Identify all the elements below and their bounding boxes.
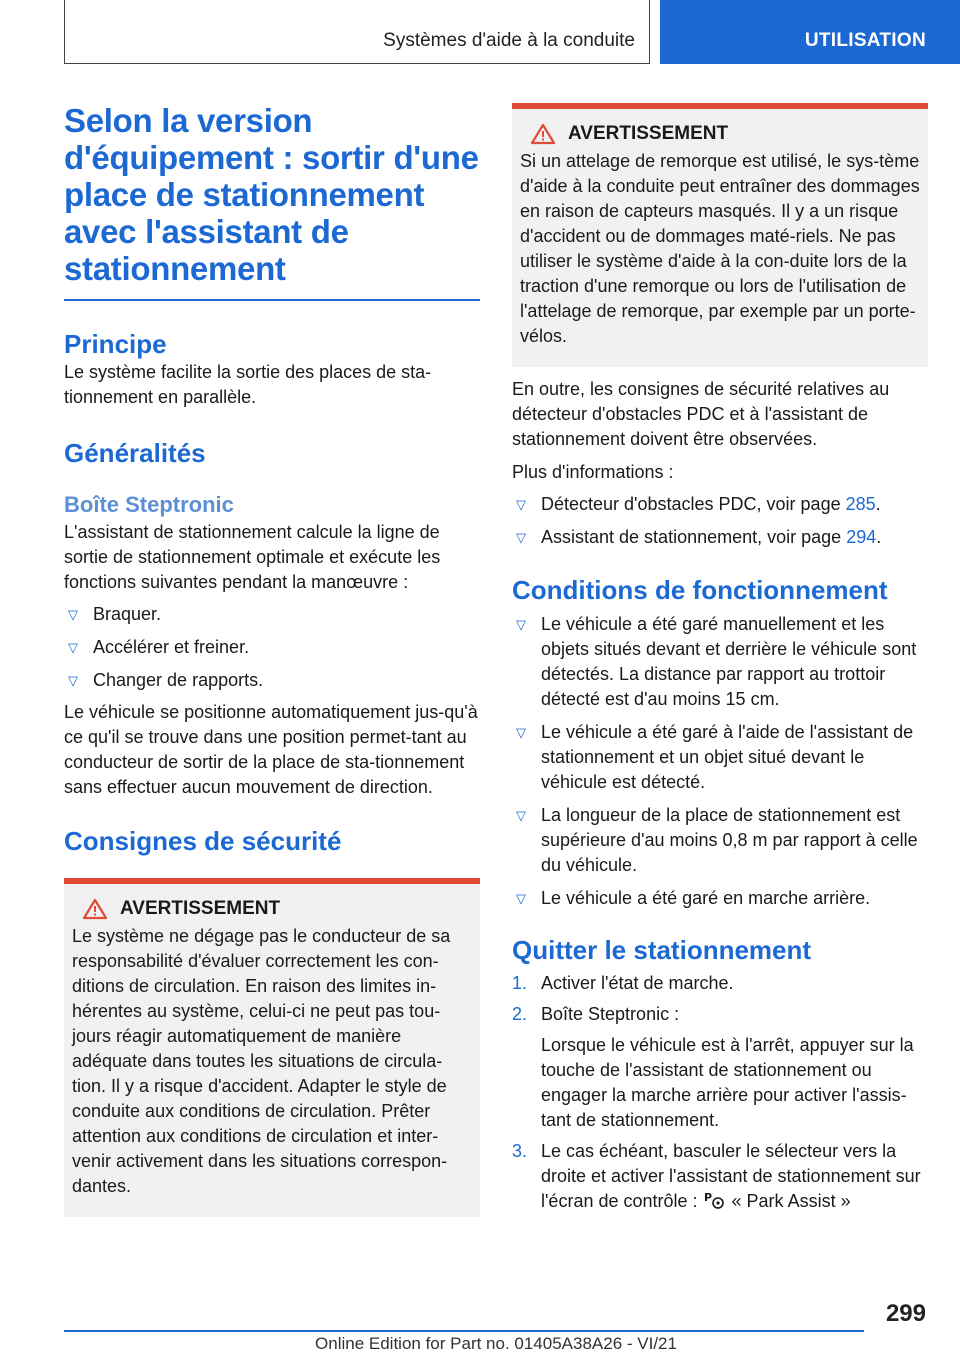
triangle-bullet-icon: ▽ xyxy=(516,808,526,823)
warning-box xyxy=(512,103,928,367)
triangle-bullet-icon: ▽ xyxy=(68,673,78,688)
footer-divider xyxy=(64,1330,864,1332)
steptronic-list xyxy=(64,602,480,693)
list-item: 2. Boîte Steptronic : Lorsque le véhicule est à l'arrêt, appuyer sur la touche de l'assistant de stationnement ou engager la marche arrière pour activer l'assis-tant de stationnement. xyxy=(512,1002,928,1133)
heading-generalites: Généralités xyxy=(64,438,206,468)
heading-quitter: Quitter le stationnement xyxy=(512,935,812,965)
principe-text: Le système facilite la sortie des places de sta-tionnement en parallèle. xyxy=(64,362,432,407)
plus-info-text: Plus d'informations : xyxy=(512,462,674,482)
page-link-294[interactable]: 294 xyxy=(846,527,877,547)
header-section-tab[interactable] xyxy=(660,0,960,64)
triangle-bullet-icon: ▽ xyxy=(68,607,78,622)
warning-header xyxy=(72,898,472,920)
steps-list xyxy=(512,971,928,1214)
chapter-title: Systèmes d'aide à la conduite xyxy=(383,30,635,51)
warning-label: AVERTISSEMENT xyxy=(568,123,729,144)
right-column xyxy=(512,103,928,1214)
list-item: ▽ Braquer. xyxy=(64,602,480,627)
triangle-bullet-icon: ▽ xyxy=(68,640,78,655)
list-item: ▽ Changer de rapports. xyxy=(64,668,480,693)
list-item: 3. Le cas échéant, basculer le sélecteur vers la droite et activer l'assistant de stationnement sur l'écran de contrôle : P « Park Assist » xyxy=(512,1141,921,1211)
triangle-bullet-icon: ▽ xyxy=(516,725,526,740)
section-title: UTILISATION xyxy=(804,30,926,51)
list-item: ▽ La longueur de la place de stationnement est supérieure d'au moins 0,8 m par rapport à celle du véhicule. xyxy=(516,805,918,875)
list-item: ▽ Le véhicule a été garé à l'aide de l'assistant de stationnement et un objet situé devant le véhicule est détecté. xyxy=(516,722,914,792)
list-item: ▽ Détecteur d'obstacles PDC, voir page 285. xyxy=(512,492,928,517)
list-item: ▽ Assistant de stationnement, voir page 294. xyxy=(512,525,928,550)
warning-label: AVERTISSEMENT xyxy=(120,898,281,919)
heading-principe: Principe xyxy=(64,329,167,359)
triangle-bullet-icon: ▽ xyxy=(516,891,526,906)
heading-steptronic: Boîte Steptronic xyxy=(64,492,234,517)
heading-consignes: Consignes de sécurité xyxy=(64,826,342,856)
footer-edition: Online Edition for Part no. 01405A38A26 - VI/21 xyxy=(315,1334,677,1353)
page-link-285[interactable]: 285 xyxy=(845,494,876,514)
warning-triangle-icon xyxy=(530,123,556,145)
list-item: ▽ Le véhicule a été garé en marche arrière. xyxy=(512,886,928,911)
svg-text:P: P xyxy=(703,1191,712,1204)
reference-list xyxy=(512,492,928,550)
page-title: Selon la version d'équipement : sortir d'une place de stationnement avec l'assistant de stationnement xyxy=(64,102,479,287)
list-item: ▽ Le véhicule a été garé manuellement et les objets situés devant et derrière le véhicule sont détectés. La distance par rapport au trottoir détecté est d'au moins 15 cm. xyxy=(516,614,917,709)
list-item: ▽ Accélérer et freiner. xyxy=(64,635,480,660)
warning-text: Le système ne dégage pas le conducteur de sa responsabilité d'évaluer correctement les con-ditions de circulation. En raison des limites in-hérentes au système, celui-ci ne peut pas tou-jours réagir automatiquement de manière adéquate dans toutes les situations de circula-tion. Il y a risque d'accident. Adapter le style de conduite aux conditions de circulation. Prêter attention aux conditions de circulation et inter-venir activement dans les situations correspon-dantes. xyxy=(72,926,451,1196)
steptronic-text: L'assistant de stationnement calcule la ligne de sortie de stationnement optimale et exécute les fonctions suivantes pendant la manœuvre : xyxy=(64,522,441,592)
triangle-bullet-icon: ▽ xyxy=(516,497,526,512)
conditions-list xyxy=(512,612,928,911)
left-column xyxy=(64,100,480,1217)
park-assist-icon xyxy=(703,1190,727,1210)
steptronic-text-2: Le véhicule se positionne automatiquement jus-qu'à ce qu'il se trouve dans une position permet-tant au conducteur de sortir de la place de sta-tionnement sans effectuer aucun mouvement de direction. xyxy=(64,702,478,797)
heading-conditions: Conditions de fonctionnement xyxy=(512,575,888,605)
page-number: 299 xyxy=(885,1300,926,1327)
title-divider xyxy=(64,299,480,301)
outre-text: En outre, les consignes de sécurité relatives au détecteur d'obstacles PDC et à l'assistant de stationnement doivent être observées. xyxy=(512,379,890,449)
warning-text: Si un attelage de remorque est utilisé, le sys-tème d'aide à la conduite peut entraîner des dommages en raison de capteurs masqués. Il y a un risque d'accident ou de dommages maté-riels. Ne pas utiliser le système d'aide à la con-duite lors de la traction d'une remorque ou lors de l'utilisation de l'attelage de remorque, par exemple par un porte-vélos. xyxy=(520,151,920,346)
warning-header xyxy=(520,123,920,145)
triangle-bullet-icon: ▽ xyxy=(516,617,526,632)
header-chapter-box xyxy=(64,0,650,64)
step2-detail: Lorsque le véhicule est à l'arrêt, appuyer sur la touche de l'assistant de stationnement ou engager la marche arrière pour activer l'assis-tant de stationnement. xyxy=(541,1035,914,1130)
triangle-bullet-icon: ▽ xyxy=(516,530,526,545)
warning-triangle-icon xyxy=(82,898,108,920)
list-item: 1. Activer l'état de marche. xyxy=(512,973,734,993)
warning-box xyxy=(64,878,480,1217)
